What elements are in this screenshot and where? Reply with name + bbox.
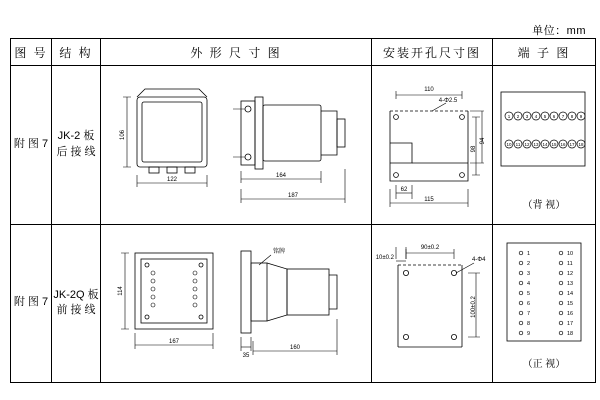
- row2-terminal-caption: （正 视）: [522, 358, 566, 370]
- dim-106: 106: [120, 129, 126, 140]
- dim-110: 110: [424, 86, 434, 93]
- svg-text:16: 16: [560, 142, 566, 148]
- svg-text:2: 2: [527, 260, 531, 267]
- row2-structure: JK-2Q 板 前 接 线: [52, 224, 101, 383]
- dim-122: 122: [166, 176, 178, 183]
- svg-text:10: 10: [567, 250, 574, 257]
- svg-text:12: 12: [524, 142, 530, 148]
- dim-94: 94: [480, 137, 486, 145]
- row1-terminal-diagram: [493, 66, 596, 225]
- svg-text:15: 15: [567, 300, 574, 307]
- svg-text:14: 14: [567, 290, 574, 297]
- dim-98: 98: [471, 145, 477, 153]
- header-outline-dimension: 外 形 尺 寸 图: [101, 39, 372, 66]
- dim-62: 62: [400, 186, 408, 193]
- svg-text:2: 2: [516, 114, 520, 120]
- svg-text:1: 1: [527, 250, 531, 257]
- svg-text:18: 18: [567, 330, 574, 337]
- dim-4-phi25: 4-Φ2.5: [438, 97, 458, 104]
- row1-structure: JK-2 板 后 接 线: [52, 66, 101, 225]
- label-nameplate: 铭牌: [273, 249, 286, 256]
- dim-114: 114: [118, 286, 124, 297]
- svg-text:3: 3: [525, 114, 529, 120]
- svg-text:9: 9: [527, 330, 531, 337]
- dim-160: 160: [289, 345, 301, 352]
- row2-figure-no: 附 图 7: [11, 224, 52, 383]
- header-structure: 结 构: [52, 39, 101, 66]
- svg-text:17: 17: [569, 142, 575, 148]
- outline-svg-jk2q: [101, 229, 369, 377]
- header-terminal-diagram: 端 子 图: [493, 39, 596, 66]
- svg-text:13: 13: [567, 280, 574, 287]
- table-body: [11, 66, 596, 383]
- svg-text:7: 7: [527, 310, 531, 317]
- svg-text:18: 18: [578, 142, 584, 148]
- terminal-svg-jk2: [493, 78, 593, 196]
- svg-text:3: 3: [527, 270, 531, 277]
- svg-text:4: 4: [527, 280, 531, 287]
- header-figure-no: 图 号: [11, 39, 52, 66]
- row1-hole-drawing: [372, 66, 493, 225]
- svg-text:11: 11: [515, 142, 521, 148]
- svg-text:10: 10: [506, 142, 512, 148]
- svg-text:13: 13: [533, 142, 539, 148]
- dim-35: 35: [242, 353, 250, 360]
- dim-4-phi4: 4-Φ4: [472, 257, 486, 264]
- hole-svg-jk2q: [372, 229, 490, 377]
- dim-10: 10±0.2: [375, 255, 394, 262]
- svg-text:5: 5: [543, 114, 547, 120]
- svg-text:6: 6: [552, 114, 556, 120]
- svg-text:6: 6: [527, 300, 531, 307]
- table-header: [11, 39, 596, 66]
- table-header-row: [11, 39, 596, 66]
- svg-text:1: 1: [507, 114, 511, 120]
- row1-figure-no: 附 图 7: [11, 66, 52, 225]
- svg-text:5: 5: [527, 290, 531, 297]
- svg-text:17: 17: [567, 320, 574, 327]
- table-row: [11, 66, 596, 225]
- svg-text:11: 11: [567, 260, 573, 267]
- svg-text:7: 7: [561, 114, 565, 120]
- specification-table: [10, 38, 596, 383]
- unit-note: 单位：mm: [532, 25, 586, 37]
- dim-100: 100±0.2: [471, 296, 477, 319]
- dim-167: 167: [168, 339, 180, 346]
- terminal-svg-jk2q: [493, 237, 593, 355]
- row1-terminal-caption: （背 视）: [522, 200, 566, 212]
- svg-text:15: 15: [551, 142, 557, 148]
- header-mounting-hole: 安装开孔尺寸图: [372, 39, 493, 66]
- outline-svg-jk2: [101, 71, 369, 219]
- svg-text:8: 8: [570, 114, 574, 120]
- svg-text:16: 16: [567, 310, 574, 317]
- table-row: [11, 224, 596, 383]
- svg-text:14: 14: [542, 142, 548, 148]
- dim-164: 164: [275, 172, 287, 179]
- dim-187: 187: [287, 192, 299, 199]
- row2-outline-drawing: [101, 224, 372, 383]
- hole-svg-jk2: [372, 71, 490, 219]
- svg-text:12: 12: [567, 270, 574, 277]
- row2-terminal-diagram: [493, 224, 596, 383]
- dim-90: 90±0.2: [420, 245, 440, 252]
- svg-text:9: 9: [579, 114, 583, 120]
- svg-text:4: 4: [534, 114, 538, 120]
- dim-115: 115: [424, 196, 434, 203]
- row1-outline-drawing: [101, 66, 372, 225]
- svg-text:8: 8: [527, 320, 531, 327]
- row2-hole-drawing: [372, 224, 493, 383]
